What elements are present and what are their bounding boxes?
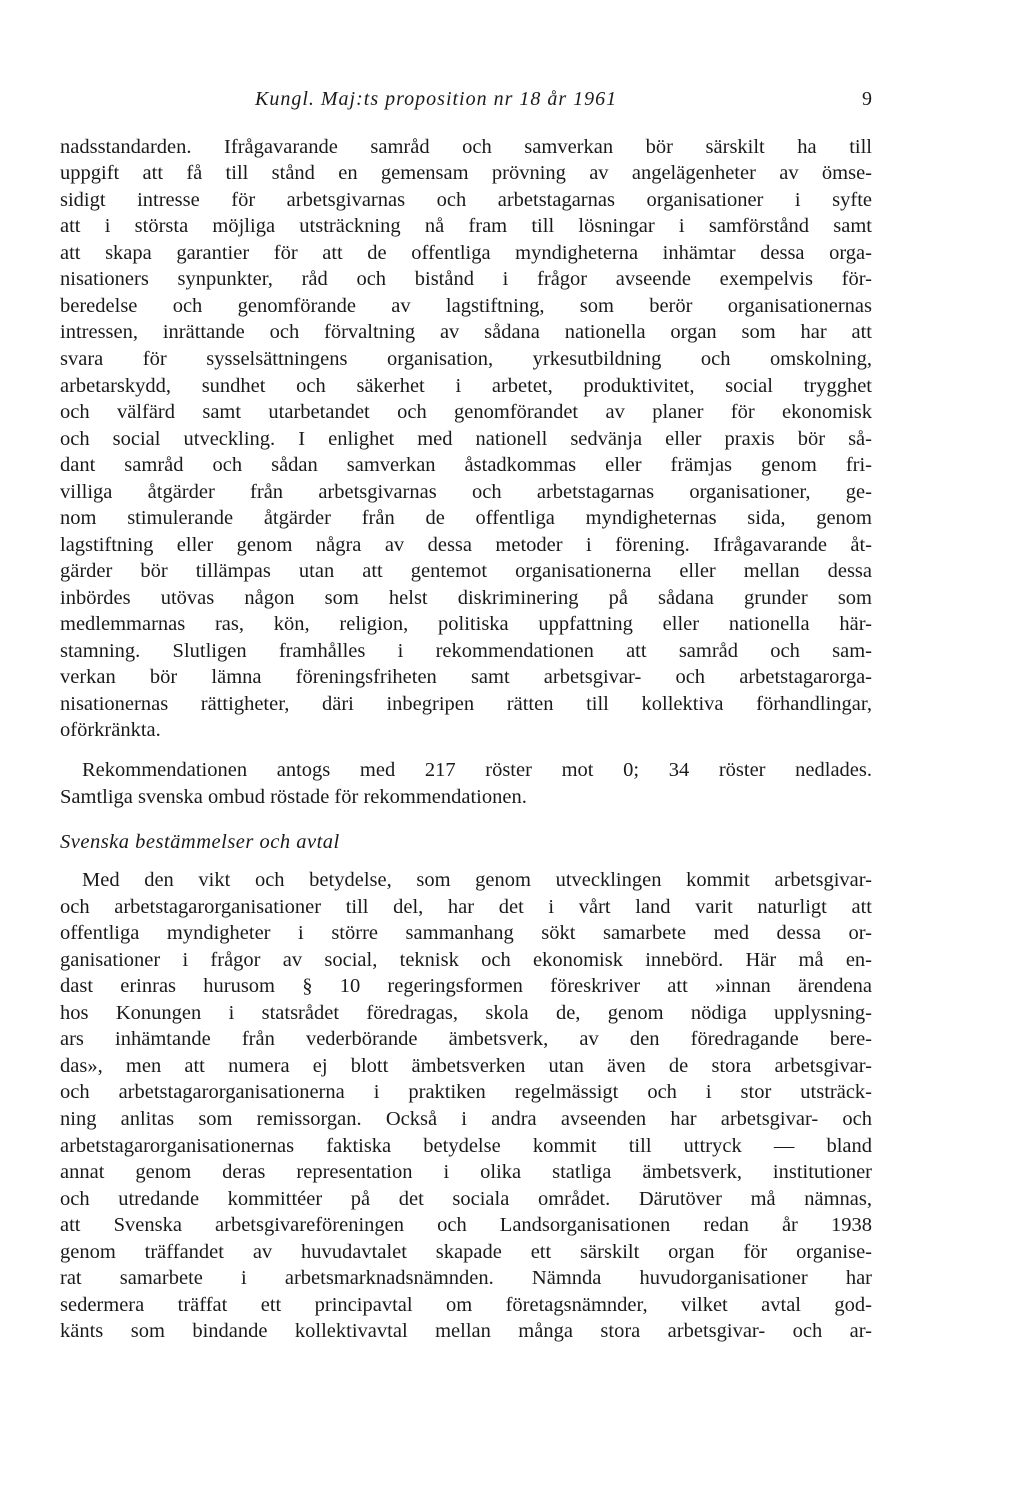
text-line: ars inhämtande från vederbörande ämbetsverk, av den föredragande bere- <box>60 1028 872 1050</box>
text-line: medlemmarnas ras, kön, religion, politiska uppfattning eller nationella här- <box>60 613 872 635</box>
page-number: 9 <box>862 88 872 110</box>
text-line: svara för sysselsättningens organisation, yrkesutbildning och omskolning, <box>60 348 872 370</box>
text-line: nom stimulerande åtgärder från de offentliga myndigheternas sida, genom <box>60 507 872 529</box>
text-line: offentliga myndigheter i större sammanhang sökt samarbete med dessa or- <box>60 922 872 944</box>
text-line: känts som bindande kollektivavtal mellan många stora arbetsgivar- och ar- <box>60 1320 872 1342</box>
text-line: och utredande kommittéer på det sociala området. Därutöver må nämnas, <box>60 1188 872 1210</box>
text-line: beredelse och genomförande av lagstiftning, som berör organisationernas <box>60 295 872 317</box>
text-line: Samtliga svenska ombud röstade för rekommendationen. <box>60 786 527 808</box>
text-line: sidigt intresse för arbetsgivarnas och arbetstagarnas organisationer i syfte <box>60 189 872 211</box>
text-line: uppgift att få till stånd en gemensam prövning av angelägenheter av ömse- <box>60 162 872 184</box>
text-line: dant samråd och sådan samverkan åstadkommas eller främjas genom fri- <box>60 454 872 476</box>
text-line: och arbetstagarorganisationer till del, har det i vårt land varit naturligt att <box>60 896 872 918</box>
text-line: genom träffandet av huvudavtalet skapade ett särskilt organ för organise- <box>60 1241 872 1263</box>
text-line: rat samarbete i arbetsmarknadsnämnden. Nämnda huvudorganisationer har <box>60 1267 872 1289</box>
page-header <box>60 88 872 118</box>
text-line: nadsstandarden. Ifrågavarande samråd och samverkan bör särskilt ha till <box>60 136 872 158</box>
text-line: arbetarskydd, sundhet och säkerhet i arbetet, produktivitet, social trygghet <box>60 375 872 397</box>
text-line: hos Konungen i statsrådet föredragas, skola de, genom nödiga upplysning- <box>60 1002 872 1024</box>
text-line: stamning. Slutligen framhålles i rekommendationen att samråd och sam- <box>60 640 872 662</box>
text-line: ning anlitas som remissorgan. Också i andra avseenden har arbetsgivar- och <box>60 1108 872 1130</box>
text-line: inbördes utövas någon som helst diskriminering på sådana grunder som <box>60 587 872 609</box>
text-line: och välfärd samt utarbetandet och genomförandet av planer för ekonomisk <box>60 401 872 423</box>
text-line: intressen, inrättande och förvaltning av sådana nationella organ som har att <box>60 321 872 343</box>
text-line: att skapa garantier för att de offentliga myndigheterna inhämtar dessa orga- <box>60 242 872 264</box>
text-line: att Svenska arbetsgivareföreningen och Landsorganisationen redan år 1938 <box>60 1214 872 1236</box>
text-line: och social utveckling. I enlighet med nationell sedvänja eller praxis bör så- <box>60 428 872 450</box>
text-line: dast erinras hurusom § 10 regeringsformen föreskriver att »innan ärendena <box>60 975 872 997</box>
running-title: Kungl. Maj:ts proposition nr 18 år 1961 <box>255 88 618 110</box>
text-line: sedermera träffat ett principavtal om företagsnämnder, vilket avtal god- <box>60 1294 872 1316</box>
text-line: oförkränkta. <box>60 719 161 741</box>
text-line: gärder bör tillämpas utan att gentemot organisationerna eller mellan dessa <box>60 560 872 582</box>
text-line: nisationers synpunkter, råd och bistånd i frågor avseende exempelvis för- <box>60 268 872 290</box>
text-line: villiga åtgärder från arbetsgivarnas och arbetstagarnas organisationer, ge- <box>60 481 872 503</box>
text-line: annat genom deras representation i olika statliga ämbetsverk, institutioner <box>60 1161 872 1183</box>
text-line: och arbetstagarorganisationerna i praktiken regelmässigt och i stor utsträck- <box>60 1081 872 1103</box>
text-line: ganisationer i frågor av social, teknisk och ekonomisk innebörd. Här må en- <box>60 949 872 971</box>
text-line: lagstiftning eller genom några av dessa metoder i förening. Ifrågavarande åt- <box>60 534 872 556</box>
text-line: Rekommendationen antogs med 217 röster mot 0; 34 röster nedlades. <box>82 759 872 781</box>
text-line: nisationernas rättigheter, däri inbegripen rätten till kollektiva förhandlingar, <box>60 693 872 715</box>
text-line: Med den vikt och betydelse, som genom utvecklingen kommit arbetsgivar- <box>82 869 872 891</box>
text-line: das», men att numera ej blott ämbetsverken utan även de stora arbetsgivar- <box>60 1055 872 1077</box>
text-line: att i största möjliga utsträckning nå fram till lösningar i samförstånd samt <box>60 215 872 237</box>
text-line: arbetstagarorganisationernas faktiska betydelse kommit till uttryck — bland <box>60 1135 872 1157</box>
section-heading: Svenska bestämmelser och avtal <box>60 831 340 853</box>
text-line: verkan bör lämna föreningsfriheten samt arbetsgivar- och arbetstagarorga- <box>60 666 872 688</box>
